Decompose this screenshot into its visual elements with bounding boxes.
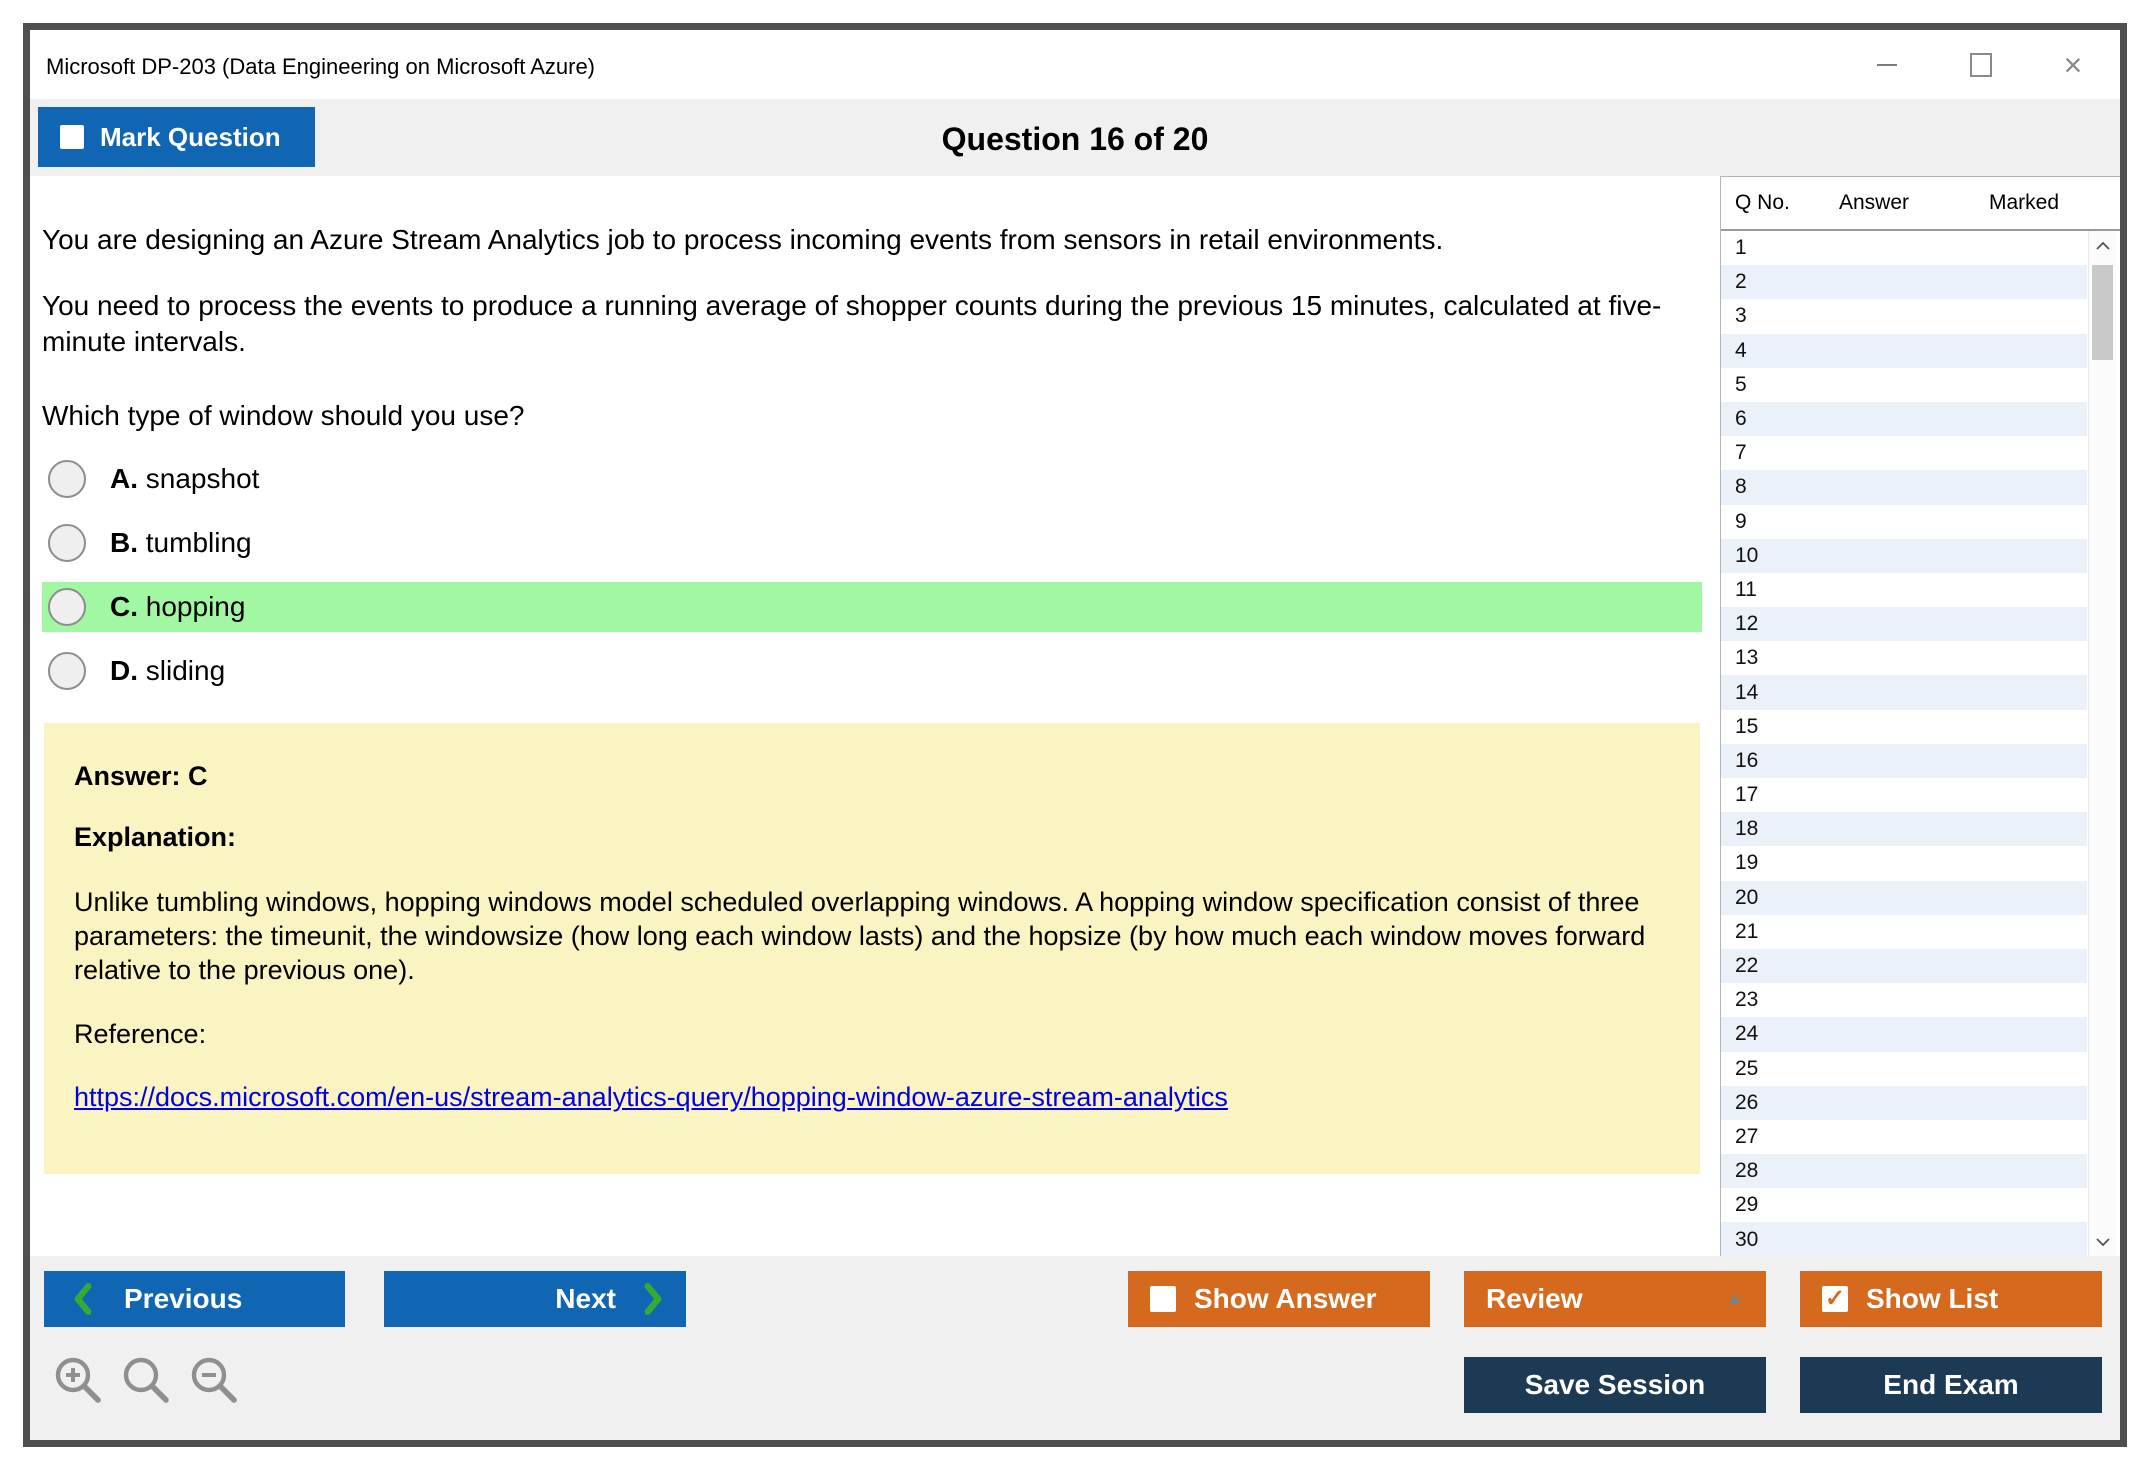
- table-row[interactable]: [1721, 641, 2087, 675]
- question-number: 25: [1735, 1056, 1759, 1080]
- table-row[interactable]: [1721, 299, 2087, 333]
- column-header-answer: Answer: [1839, 191, 1910, 214]
- chevron-down-icon: [2095, 1237, 2111, 1247]
- zoom-out-button[interactable]: [188, 1354, 240, 1406]
- checkbox-checked-icon: ✓: [1822, 1286, 1848, 1312]
- table-row[interactable]: [1721, 915, 2087, 949]
- reference-link[interactable]: https://docs.microsoft.com/en-us/stream-analytics-query/hopping-window-azure-stream-analytics: [74, 1082, 1228, 1112]
- table-row[interactable]: [1721, 846, 2087, 880]
- question-number: 11: [1735, 577, 1757, 601]
- header-band: [30, 99, 2120, 176]
- zoom-controls: [52, 1354, 240, 1406]
- option-label: D. sliding: [110, 655, 226, 686]
- chevron-right-icon: [640, 1282, 666, 1316]
- chevron-up-icon: [2095, 241, 2111, 251]
- question-number: 27: [1735, 1124, 1759, 1148]
- mark-question-button[interactable]: [38, 107, 315, 167]
- zoom-reset-button[interactable]: [120, 1354, 172, 1406]
- scrollbar-thumb[interactable]: [2092, 265, 2113, 360]
- table-row[interactable]: [1721, 334, 2087, 368]
- option-b[interactable]: [42, 518, 1702, 568]
- question-paragraph-3: Which type of window should you use?: [42, 400, 525, 431]
- question-number: 20: [1735, 885, 1759, 909]
- maximize-button[interactable]: [1946, 30, 2016, 99]
- question-number: 18: [1735, 817, 1759, 841]
- question-number: 13: [1735, 646, 1759, 670]
- table-row[interactable]: [1721, 1120, 2087, 1154]
- close-button[interactable]: [2038, 30, 2108, 99]
- question-number: 6: [1735, 407, 1747, 431]
- window-title: Microsoft DP-203 (Data Engineering on Microsoft Azure): [46, 54, 596, 79]
- scrollbar[interactable]: [2088, 231, 2116, 1257]
- question-number: 28: [1735, 1159, 1759, 1183]
- table-row[interactable]: [1721, 265, 2087, 299]
- option-d[interactable]: [42, 646, 1702, 696]
- save-session-label: Save Session: [1524, 1369, 1706, 1400]
- show-answer-label: Show Answer: [1194, 1283, 1377, 1314]
- end-exam-button[interactable]: [1800, 1357, 2102, 1413]
- radio-button[interactable]: [48, 652, 86, 690]
- next-button[interactable]: [384, 1271, 686, 1327]
- show-list-button[interactable]: [1800, 1271, 2102, 1327]
- table-row[interactable]: [1721, 881, 2087, 915]
- question-number: 12: [1735, 612, 1759, 636]
- previous-button[interactable]: [44, 1271, 345, 1327]
- table-row[interactable]: [1721, 607, 2087, 641]
- question-number: 3: [1735, 304, 1747, 328]
- radio-button[interactable]: [48, 588, 86, 626]
- question-number: 26: [1735, 1090, 1759, 1114]
- table-row[interactable]: [1721, 1154, 2087, 1188]
- minimize-icon: [1877, 64, 1897, 66]
- mark-question-label: Mark Question: [100, 121, 281, 152]
- table-row[interactable]: [1721, 949, 2087, 983]
- table-row[interactable]: [1721, 710, 2087, 744]
- main-content: [30, 176, 2120, 1256]
- question-paragraph-1: You are designing an Azure Stream Analytics job to process incoming events from sensors in retail environments.: [42, 224, 1444, 255]
- close-icon: ×: [2063, 46, 2083, 83]
- question-paragraph-2: You need to process the events to produce a running average of shopper counts during the previous 15 minutes, calculated at five-minute intervals.: [42, 290, 1662, 357]
- table-row[interactable]: [1721, 1052, 2087, 1086]
- question-number: 17: [1735, 783, 1759, 807]
- question-list-header: [1721, 177, 2120, 231]
- question-number: 10: [1735, 543, 1759, 567]
- table-row[interactable]: [1721, 368, 2087, 402]
- table-row[interactable]: [1721, 470, 2087, 504]
- review-button[interactable]: [1464, 1271, 1766, 1327]
- table-row[interactable]: [1721, 1017, 2087, 1051]
- table-row[interactable]: [1721, 1188, 2087, 1222]
- question-number: 8: [1735, 475, 1747, 499]
- option-label: B. tumbling: [110, 527, 252, 558]
- show-list-label: Show List: [1866, 1283, 1999, 1314]
- question-list-rows: [1721, 231, 2087, 1257]
- question-number: 21: [1735, 919, 1759, 943]
- column-header-qno: Q No.: [1735, 191, 1790, 214]
- radio-button[interactable]: [48, 524, 86, 562]
- question-number: 2: [1735, 270, 1747, 294]
- chevron-left-icon: [70, 1282, 96, 1316]
- option-label: C. hopping: [110, 591, 246, 622]
- table-row[interactable]: [1721, 812, 2087, 846]
- table-row[interactable]: [1721, 983, 2087, 1017]
- column-header-marked: Marked: [1989, 191, 2060, 214]
- question-number: 9: [1735, 509, 1747, 533]
- next-label: Next: [555, 1283, 616, 1314]
- answer-label: Answer: C: [74, 761, 208, 791]
- table-row[interactable]: [1721, 539, 2087, 573]
- end-exam-label: End Exam: [1883, 1369, 2019, 1400]
- table-row[interactable]: [1721, 505, 2087, 539]
- explanation-label: Explanation:: [74, 822, 237, 852]
- table-row[interactable]: [1721, 1086, 2087, 1120]
- previous-label: Previous: [124, 1283, 243, 1314]
- question-number: 16: [1735, 748, 1759, 772]
- show-answer-button[interactable]: [1128, 1271, 1430, 1327]
- question-number: 24: [1735, 1022, 1759, 1046]
- options-group: [42, 454, 1702, 710]
- table-row[interactable]: [1721, 744, 2087, 778]
- question-counter: Question 16 of 20: [941, 121, 1209, 157]
- checkbox-icon: [1150, 1286, 1176, 1312]
- minimize-button[interactable]: [1852, 30, 1922, 99]
- radio-button[interactable]: [48, 460, 86, 498]
- zoom-in-button[interactable]: [52, 1354, 104, 1406]
- option-c[interactable]: [42, 582, 1702, 632]
- question-number: 30: [1735, 1227, 1759, 1251]
- question-number: 15: [1735, 714, 1759, 738]
- scroll-down-button[interactable]: [2089, 1227, 2117, 1257]
- option-a[interactable]: [42, 454, 1702, 504]
- table-row[interactable]: [1721, 402, 2087, 436]
- question-number: 1: [1735, 236, 1747, 260]
- question-number: 4: [1735, 338, 1747, 362]
- question-number: 14: [1735, 680, 1759, 704]
- table-row[interactable]: [1721, 1222, 2087, 1256]
- table-row[interactable]: [1721, 675, 2087, 709]
- question-number: 7: [1735, 441, 1747, 465]
- review-label: Review: [1486, 1283, 1583, 1314]
- table-row[interactable]: [1721, 436, 2087, 470]
- table-row[interactable]: [1721, 778, 2087, 812]
- checkbox-icon: [60, 125, 84, 149]
- question-list-panel: [1720, 176, 2120, 1256]
- answer-explanation-box: [44, 723, 1700, 1174]
- question-number: 22: [1735, 954, 1759, 978]
- question-number: 19: [1735, 851, 1759, 875]
- window: [23, 23, 2127, 1447]
- footer-bar: [30, 1256, 2120, 1440]
- question-number: 23: [1735, 988, 1759, 1012]
- option-label: A. snapshot: [110, 463, 260, 494]
- scroll-up-button[interactable]: [2089, 231, 2117, 261]
- table-row[interactable]: [1721, 573, 2087, 607]
- title-bar: [30, 30, 2120, 99]
- question-number: 5: [1735, 372, 1747, 396]
- table-row[interactable]: [1721, 231, 2087, 265]
- maximize-icon: [1970, 53, 1992, 77]
- save-session-button[interactable]: [1464, 1357, 1766, 1413]
- caret-up-icon: ▲: [1725, 1288, 1744, 1309]
- question-number: 29: [1735, 1193, 1759, 1217]
- reference-label: Reference:: [74, 1019, 207, 1049]
- explanation-text: Unlike tumbling windows, hopping windows model scheduled overlapping windows. A hopping window specification consist of three parameters: the timeunit, the windowsize (how long each window lasts) and the hopsize (by how much each window moves forward relative to the previous one).: [74, 887, 1646, 985]
